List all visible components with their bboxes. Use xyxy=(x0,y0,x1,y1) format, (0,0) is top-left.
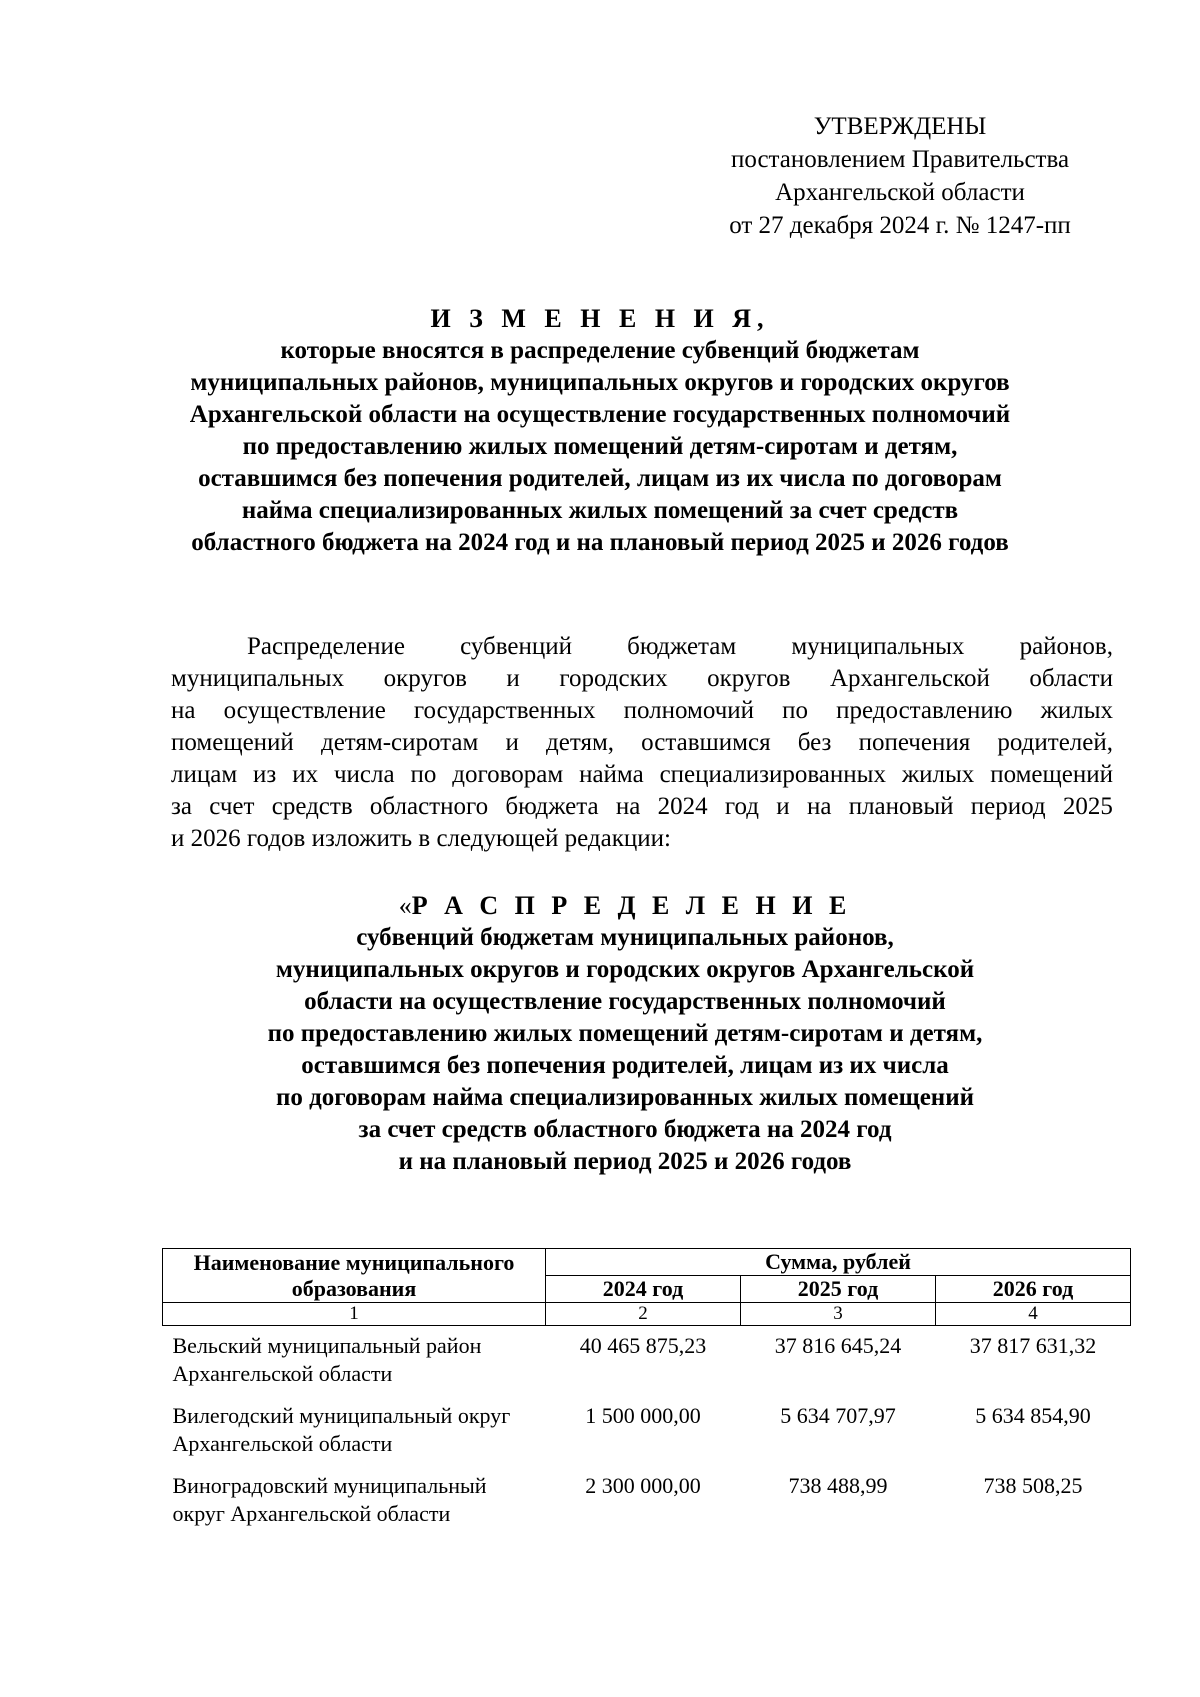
word: попечения xyxy=(858,729,971,756)
header-municipality: Наименование муниципального образования xyxy=(163,1249,546,1303)
header-year-2024: 2024 год xyxy=(546,1276,741,1303)
approval-date-number: от 27 декабря 2024 г. № 1247-пп xyxy=(729,212,1071,239)
table-row xyxy=(163,1326,1131,1397)
intro-line xyxy=(171,631,1113,663)
distribution-line: по договорам найма специализированных жилых помещений xyxy=(276,1084,974,1111)
header-year-2026: 2026 год xyxy=(936,1276,1131,1303)
word: жилых xyxy=(901,761,975,788)
column-number: 2 xyxy=(546,1303,741,1326)
word: бюджета xyxy=(505,793,599,820)
word: специализированных xyxy=(659,761,886,788)
word: полномочий xyxy=(623,697,755,724)
word: помещений xyxy=(171,729,294,756)
word: на xyxy=(806,793,832,820)
approval-block xyxy=(700,110,1100,242)
distribution-line: оставшимся без попечения родителей, лицам из их числа xyxy=(301,1052,949,1079)
distribution-line: за счет средств областного бюджета на 2024 год xyxy=(358,1116,892,1143)
table-row xyxy=(163,1466,1131,1536)
amount-2025: 738 488,99 xyxy=(788,1473,888,1498)
heading-line: Архангельской области на осуществление государственных полномочий xyxy=(189,401,1011,428)
distribution-title-text: Р А С П Р Е Д Е Л Е Н И Е xyxy=(411,891,852,920)
heading-line: найма специализированных жилых помещений за счет средств xyxy=(241,497,959,524)
word: районов, xyxy=(1019,633,1113,660)
header-sum: Сумма, рублей xyxy=(546,1249,1131,1276)
word: государственных xyxy=(413,697,596,724)
heading-line: по предоставлению жилых помещений детям-сиротам и детям, xyxy=(242,433,958,460)
word: субвенций xyxy=(460,633,573,660)
heading-line: областного бюджета на 2024 год и на плановый период 2025 и 2026 годов xyxy=(191,529,1009,556)
word: год xyxy=(724,793,760,820)
amount-2026: 5 634 854,90 xyxy=(975,1403,1091,1428)
word: из xyxy=(253,761,277,788)
word: предоставлению xyxy=(836,697,1013,724)
word: округов xyxy=(707,665,791,692)
heading-line: оставшимся без попечения родителей, лицам из их числа по договорам xyxy=(198,465,1002,492)
word: детям, xyxy=(546,729,615,756)
distribution-heading xyxy=(200,890,1050,1178)
distribution-title xyxy=(200,890,1050,922)
opening-quote: « xyxy=(398,891,412,920)
amount-2024: 40 465 875,23 xyxy=(579,1333,707,1358)
amount-2024: 1 500 000,00 xyxy=(585,1403,701,1428)
column-number: 3 xyxy=(741,1303,936,1326)
word: жилых xyxy=(1040,697,1113,724)
intro-line xyxy=(171,695,1113,727)
word: и xyxy=(776,793,790,820)
word: областного xyxy=(369,793,489,820)
subvention-table-wrap xyxy=(162,1248,1130,1536)
word: 2025 xyxy=(1062,793,1113,820)
heading-line: которые вносятся в распределение субвенций бюджетам xyxy=(280,337,920,364)
word: оставшимся xyxy=(641,729,771,756)
word: их xyxy=(292,761,319,788)
word: плановый xyxy=(848,793,954,820)
word: детям-сиротам xyxy=(320,729,479,756)
word: бюджетам xyxy=(627,633,737,660)
table-row xyxy=(163,1396,1131,1466)
word: и xyxy=(506,665,520,692)
distribution-line: субвенций бюджетам муниципальных районов, xyxy=(356,924,894,951)
word: Распределение xyxy=(247,633,405,660)
changes-title: И З М Е Н Е Н И Я, xyxy=(430,304,770,333)
word: помещений xyxy=(990,761,1113,788)
word: на xyxy=(171,697,196,724)
distribution-line: области на осуществление государственных полномочий xyxy=(304,988,946,1015)
approval-line: постановлением Правительства xyxy=(730,146,1070,173)
municipality-name: Вельский муниципальный район Архангельской области xyxy=(172,1333,482,1386)
intro-line xyxy=(171,791,1113,823)
amount-2024: 2 300 000,00 xyxy=(585,1473,701,1498)
word: и xyxy=(505,729,519,756)
amount-2026: 738 508,25 xyxy=(983,1473,1083,1498)
word: числа xyxy=(333,761,395,788)
amount-2025: 37 816 645,24 xyxy=(774,1333,902,1358)
distribution-line: и на плановый период 2025 и 2026 годов xyxy=(398,1148,852,1175)
distribution-line: по предоставлению жилых помещений детям-сиротам и детям, xyxy=(267,1020,983,1047)
intro-line xyxy=(171,663,1113,695)
word: муниципальных xyxy=(791,633,965,660)
word: найма xyxy=(579,761,644,788)
amount-2026: 37 817 631,32 xyxy=(969,1333,1097,1358)
approval-line: Архангельской области xyxy=(775,179,1025,206)
word: Архангельской xyxy=(829,665,990,692)
word: по xyxy=(410,761,437,788)
amount-2025: 5 634 707,97 xyxy=(780,1403,896,1428)
word: без xyxy=(797,729,832,756)
approval-title: УТВЕРЖДЕНЫ xyxy=(813,113,987,140)
word: осуществление xyxy=(223,697,386,724)
word: счет xyxy=(209,793,255,820)
subvention-table xyxy=(162,1248,1131,1536)
word: по xyxy=(782,697,808,724)
word: родителей, xyxy=(997,729,1113,756)
changes-heading xyxy=(150,303,1050,559)
intro-paragraph xyxy=(171,631,1113,855)
word: муниципальных xyxy=(171,665,345,692)
column-number: 1 xyxy=(163,1303,546,1326)
word: период xyxy=(970,793,1046,820)
heading-line: муниципальных районов, муниципальных округов и городских округов xyxy=(190,369,1010,396)
column-number: 4 xyxy=(936,1303,1131,1326)
municipality-name: Виноградовский муниципальный округ Архангельской области xyxy=(172,1473,487,1526)
word: городских xyxy=(559,665,668,692)
word: договорам xyxy=(452,761,564,788)
word: области xyxy=(1029,665,1113,692)
header-year-2025: 2025 год xyxy=(741,1276,936,1303)
intro-line xyxy=(171,759,1113,791)
distribution-line: муниципальных округов и городских округов Архангельской xyxy=(275,956,975,983)
municipality-name: Вилегодский муниципальный округ Архангельской области xyxy=(172,1403,511,1456)
word: средств xyxy=(271,793,353,820)
word: 2024 xyxy=(657,793,708,820)
word: на xyxy=(615,793,641,820)
intro-line xyxy=(171,727,1113,759)
word: за xyxy=(171,793,192,820)
word: округов xyxy=(383,665,467,692)
intro-line: и 2026 годов изложить в следующей редакции: xyxy=(171,825,671,852)
word: лицам xyxy=(171,761,238,788)
